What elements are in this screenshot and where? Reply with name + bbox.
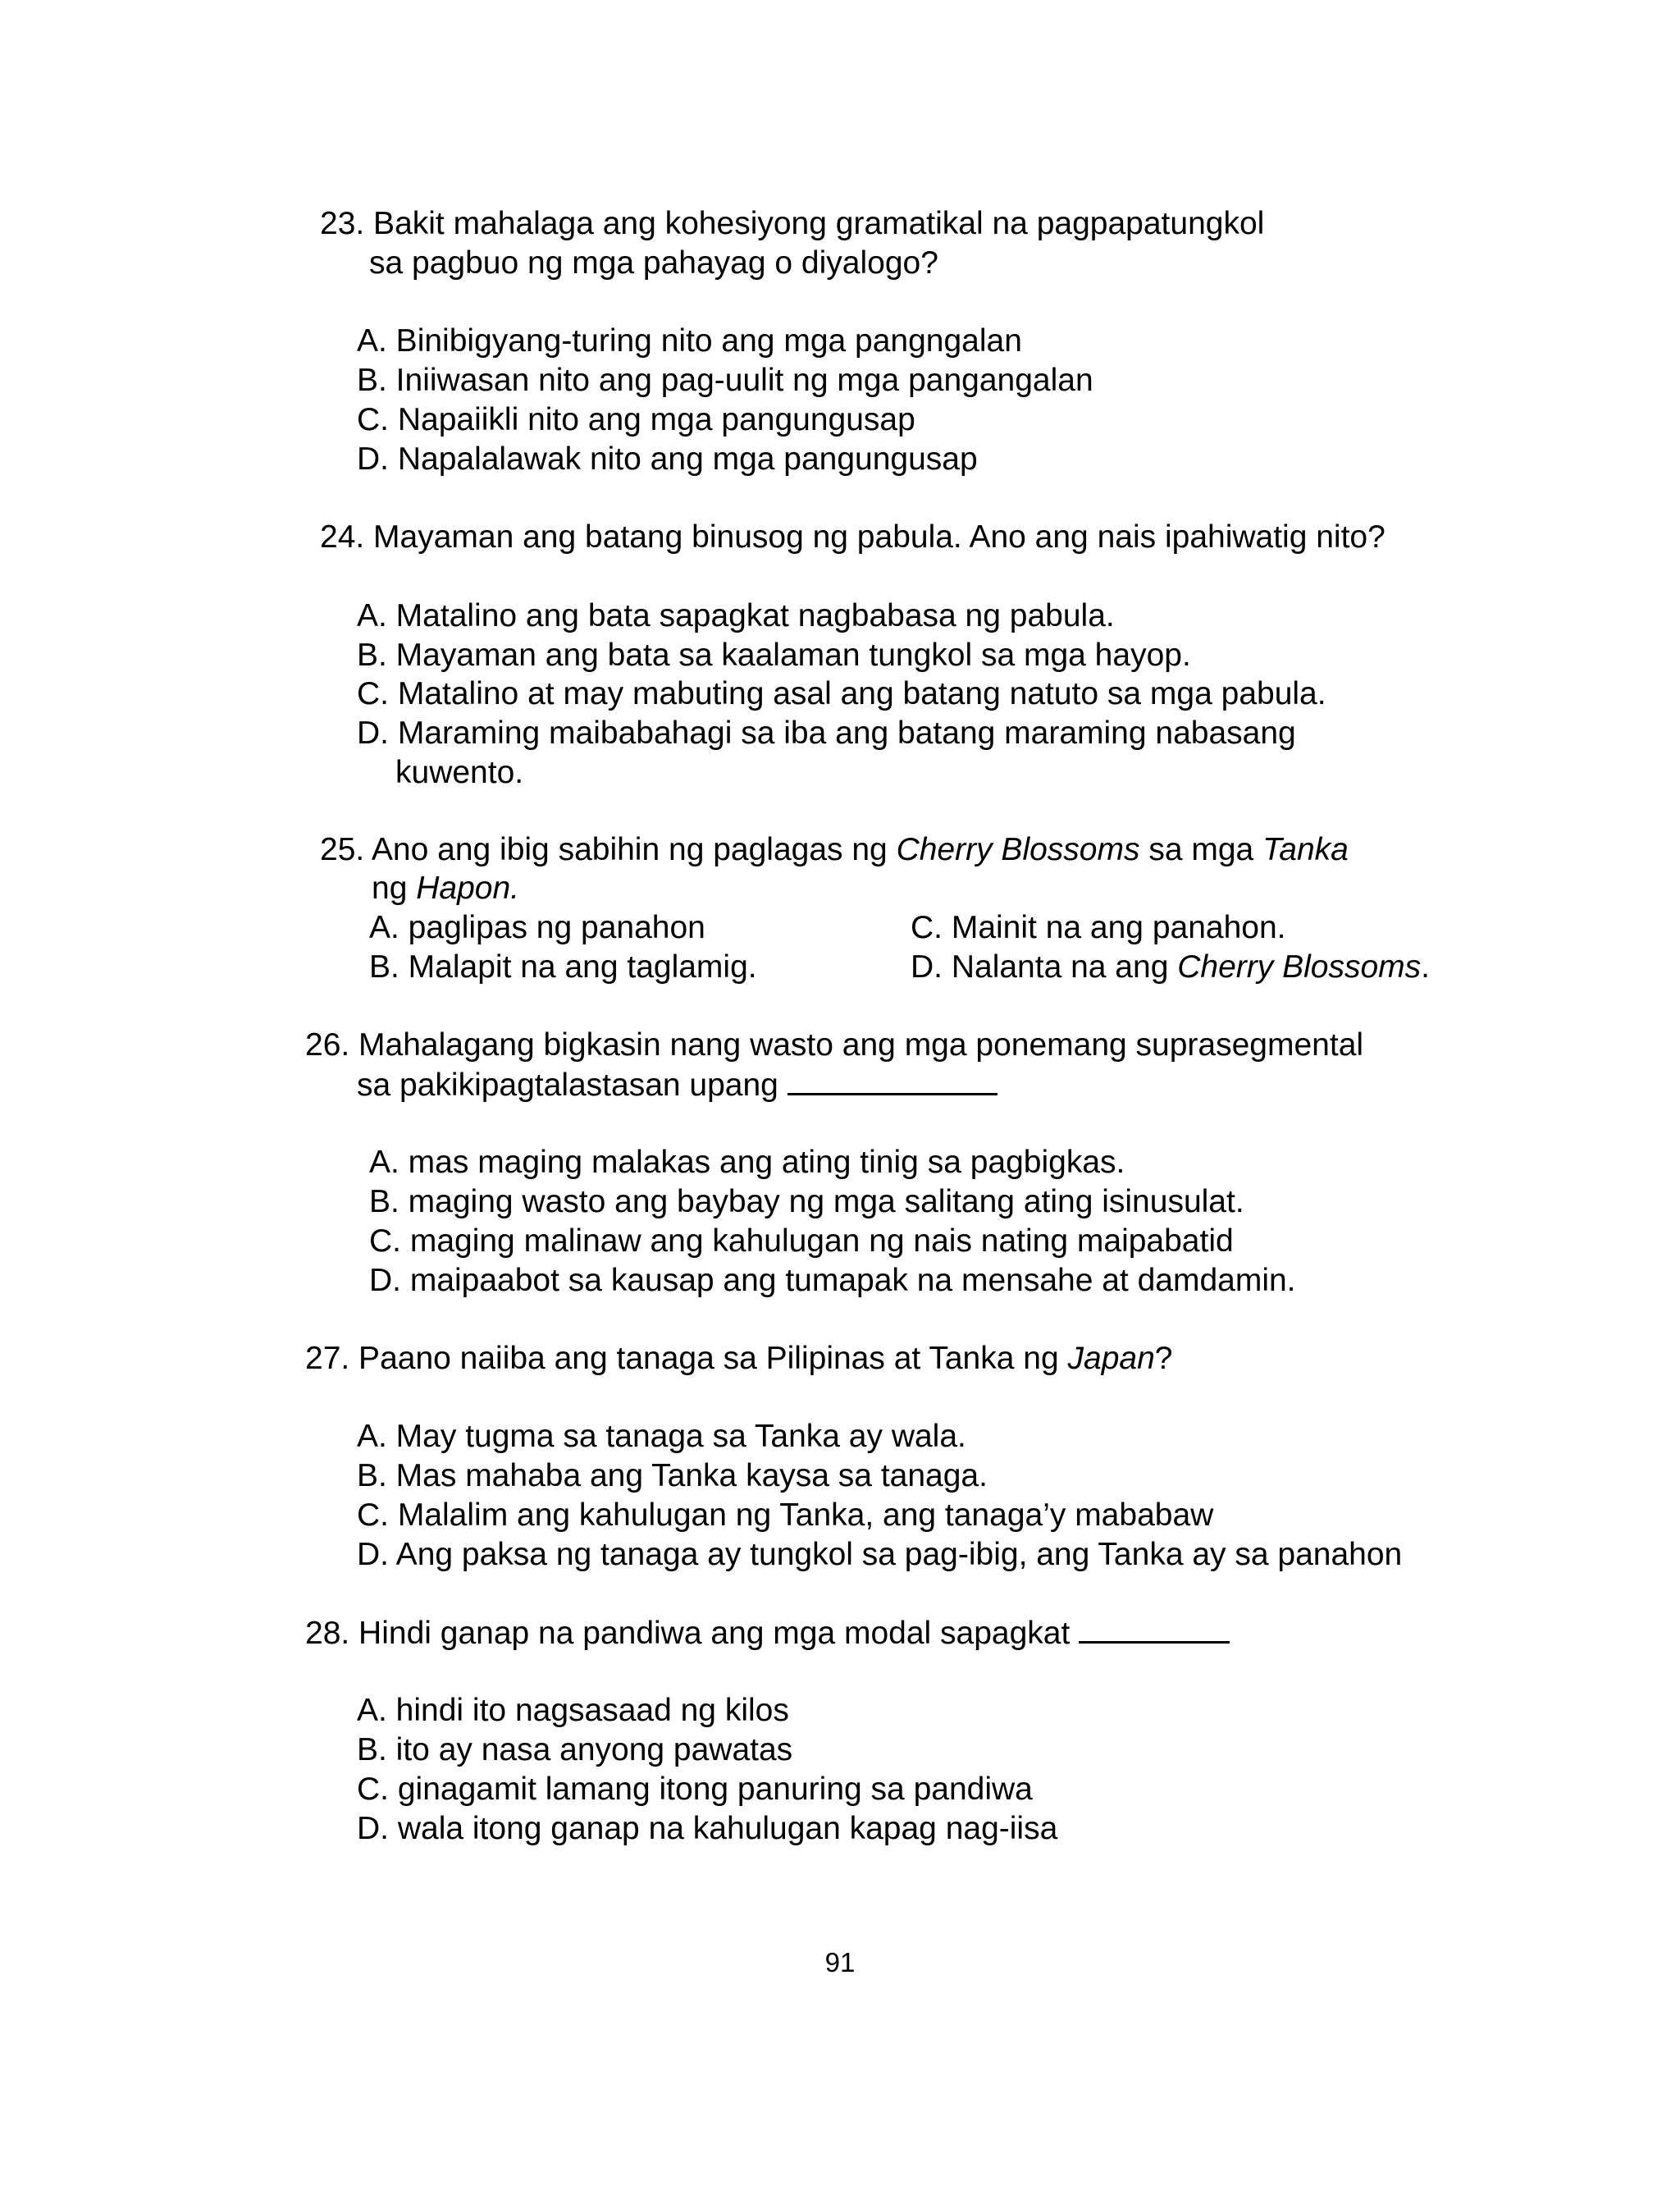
answer-blank xyxy=(1079,1613,1230,1644)
question-26-choice-c: C. maging malinaw ang kahulugan ng nais nating maipabatid xyxy=(369,1223,1234,1259)
question-23-stem-line-2: sa pagbuo ng mga pahayag o diyalogo? xyxy=(369,245,938,281)
question-26-choice-b: B. maging wasto ang baybay ng mga salitang ating isinusulat. xyxy=(369,1184,1244,1219)
question-25-choice-d-period: . xyxy=(1421,949,1430,985)
question-25-choice-row-1 xyxy=(369,908,1286,948)
question-25-choice-b: B. Malapit na ang taglamig. xyxy=(369,949,757,985)
question-25-stem-text-2: sa mga xyxy=(1139,832,1263,867)
question-26-stem-line-1: 26. Mahalagang bigkasin nang wasto ang mga ponemang suprasegmental xyxy=(305,1027,1364,1063)
question-25-stem-line-1 xyxy=(320,830,1349,870)
question-24-choice-b: B. Mayaman ang bata sa kaalaman tungkol sa mga hayop. xyxy=(357,638,1191,673)
question-27-choice-a: A. May tugma sa tanaga sa Tanka ay wala. xyxy=(357,1419,966,1454)
question-23-choice-a: A. Binibigyang-turing nito ang mga pangngalan xyxy=(357,323,1022,359)
question-28-stem xyxy=(305,1613,1230,1653)
question-26-stem-line-2-text: sa pakikipagtalastasan upang xyxy=(357,1068,788,1103)
question-24-choice-a: A. Matalino ang bata sapagkat nagbabasa ng pabula. xyxy=(357,598,1115,633)
question-28-choice-c: C. ginagamit lamang itong panuring sa pandiwa xyxy=(357,1772,1033,1807)
question-24-stem: 24. Mayaman ang batang binusog ng pabula. Ano ang nais ipahiwatig nito? xyxy=(320,519,1386,555)
answer-blank xyxy=(788,1065,998,1095)
question-27-stem-italic-japan: Japan xyxy=(1067,1341,1155,1376)
question-27-choice-c: C. Malalim ang kahulugan ng Tanka, ang tanaga’y mababaw xyxy=(357,1497,1214,1533)
question-25-stem-italic-tanka: Tanka xyxy=(1262,832,1349,867)
question-26-choice-d: D. maipaabot sa kausap ang tumapak na mensahe at damdamin. xyxy=(369,1263,1296,1298)
question-25-stem-line-2-text: ng xyxy=(372,871,417,906)
question-27-choice-b: B. Mas mahaba ang Tanka kaysa sa tanaga. xyxy=(357,1458,988,1493)
question-23-choice-c: C. Napaiikli nito ang mga pangungusap xyxy=(357,402,915,437)
question-27-choice-d: D. Ang paksa ng tanaga ay tungkol sa pag-ibig, ang Tanka ay sa panahon xyxy=(357,1537,1403,1572)
question-25-choice-a: A. paglipas ng panahon xyxy=(369,910,705,945)
question-24-choice-c: C. Matalino at may mabuting asal ang batang natuto sa mga pabula. xyxy=(357,676,1326,711)
question-24-choice-d-continuation: kuwento. xyxy=(395,755,524,790)
question-25-choice-d-italic: Cherry Blossoms xyxy=(1177,949,1422,985)
question-25-choice-d xyxy=(911,948,1430,987)
question-23-choice-d: D. Napalalawak nito ang mga pangungusap xyxy=(357,441,978,477)
question-28-choice-b: B. ito ay nasa anyong pawatas xyxy=(357,1732,793,1767)
question-25-choice-row-2 xyxy=(369,948,1430,987)
page-number: 91 xyxy=(824,1947,856,1977)
question-27-stem-text: 27. Paano naiiba ang tanaga sa Pilipinas at Tanka ng xyxy=(305,1341,1068,1376)
question-26-stem-line-2 xyxy=(357,1065,998,1105)
question-25-stem-line-2 xyxy=(372,869,519,908)
question-27-stem-question-mark: ? xyxy=(1154,1341,1173,1376)
question-26-choice-a: A. mas maging malakas ang ating tinig sa pagbigkas. xyxy=(369,1145,1125,1180)
question-27-stem xyxy=(305,1339,1172,1378)
question-28-choice-d: D. wala itong ganap na kahulugan kapag nag-iisa xyxy=(357,1811,1058,1846)
question-23-stem-line-1: 23. Bakit mahalaga ang kohesiyong gramatikal na pagpapatungkol xyxy=(320,206,1265,241)
question-25-choice-c: C. Mainit na ang panahon. xyxy=(911,910,1286,945)
question-25-choice-d-text: D. Nalanta na ang xyxy=(911,949,1178,985)
question-23-choice-b: B. Iniiwasan nito ang pag-uulit ng mga pangangalan xyxy=(357,363,1093,398)
question-28-choice-a: A. hindi ito nagsasaad ng kilos xyxy=(357,1693,789,1728)
question-24-choice-d: D. Maraming maibabahagi sa iba ang batang maraming nabasang xyxy=(357,716,1296,751)
question-28-stem-text: 28. Hindi ganap na pandiwa ang mga modal sapagkat xyxy=(305,1616,1080,1651)
question-25-stem-text: 25. Ano ang ibig sabihin ng paglagas ng xyxy=(320,832,897,867)
question-25-stem-italic-cherry-blossoms: Cherry Blossoms xyxy=(896,832,1140,867)
question-25-stem-italic-hapon: Hapon. xyxy=(416,871,519,906)
